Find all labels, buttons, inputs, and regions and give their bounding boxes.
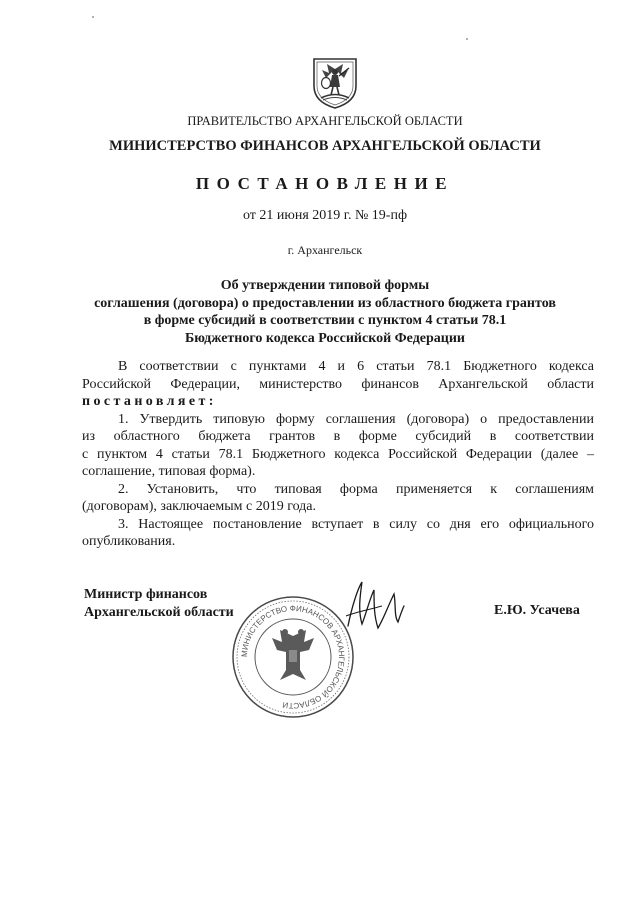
date-and-number: от 21 июня 2019 г. № 19-пф [242,208,408,223]
title-line: Бюджетного кодекса Российской Федерации [184,330,465,346]
title-line: Об утверждении типовой формы [220,278,430,293]
signatory-position [84,586,234,621]
body-line: соглашение, типовая форма). [82,464,256,479]
document-type: ПОСТАНОВЛЕНИЕ [195,174,455,193]
resolves-keyword: постановляет: [82,394,217,409]
scan-speck [466,38,468,40]
body-line: 1. Утвердить типовую форму соглашения (договора) о предоставлении [118,411,594,427]
document-body [82,358,594,551]
city: г. Архангельск [287,243,363,257]
title-line: соглашения (договора) о предоставлении из областного бюджета грантов [94,295,556,311]
ministry-name: МИНИСТЕРСТВО ФИНАНСОВ АРХАНГЕЛЬСКОЙ ОБЛАСТИ [109,138,541,154]
title-line: в форме субсидий в соответствии с пунктом 4 статьи 78.1 [143,313,507,328]
seal-text: МИНИСТЕРСТВО ФИНАНСОВ АРХАНГЕЛЬСКОЙ ОБЛАСТИ [239,603,347,711]
scan-speck [92,16,94,18]
government-name: ПРАВИТЕЛЬСТВО АРХАНГЕЛЬСКОЙ ОБЛАСТИ [187,114,463,128]
coat-of-arms-icon [311,56,359,110]
body-line: с пунктом 4 статьи 78.1 Бюджетного кодекса Российской Федерации (далее – [82,446,594,462]
body-line: Российской Федерации, министерство финансов Архангельской области [82,376,594,392]
document-title [60,277,590,347]
position-line: Министр финансов [84,587,208,602]
signatory-name: Е.Ю. Усачева [494,603,580,618]
body-line: опубликования. [82,534,176,549]
body-line: 2. Установить, что типовая форма применяется к соглашениям [118,481,594,497]
double-headed-eagle-icon [272,629,314,680]
body-line: 3. Настоящее постановление вступает в силу со дня его официального [118,516,594,532]
position-line: Архангельской области [84,604,234,620]
body-line: из областного бюджета грантов в форме субсидий в соответствии [82,429,594,444]
body-line: (договорам), заключаемым с 2019 года. [82,499,317,514]
body-line: В соответствии с пунктами 4 и 6 статьи 78.1 Бюджетного кодекса [118,359,594,374]
handwritten-signature [338,576,408,646]
